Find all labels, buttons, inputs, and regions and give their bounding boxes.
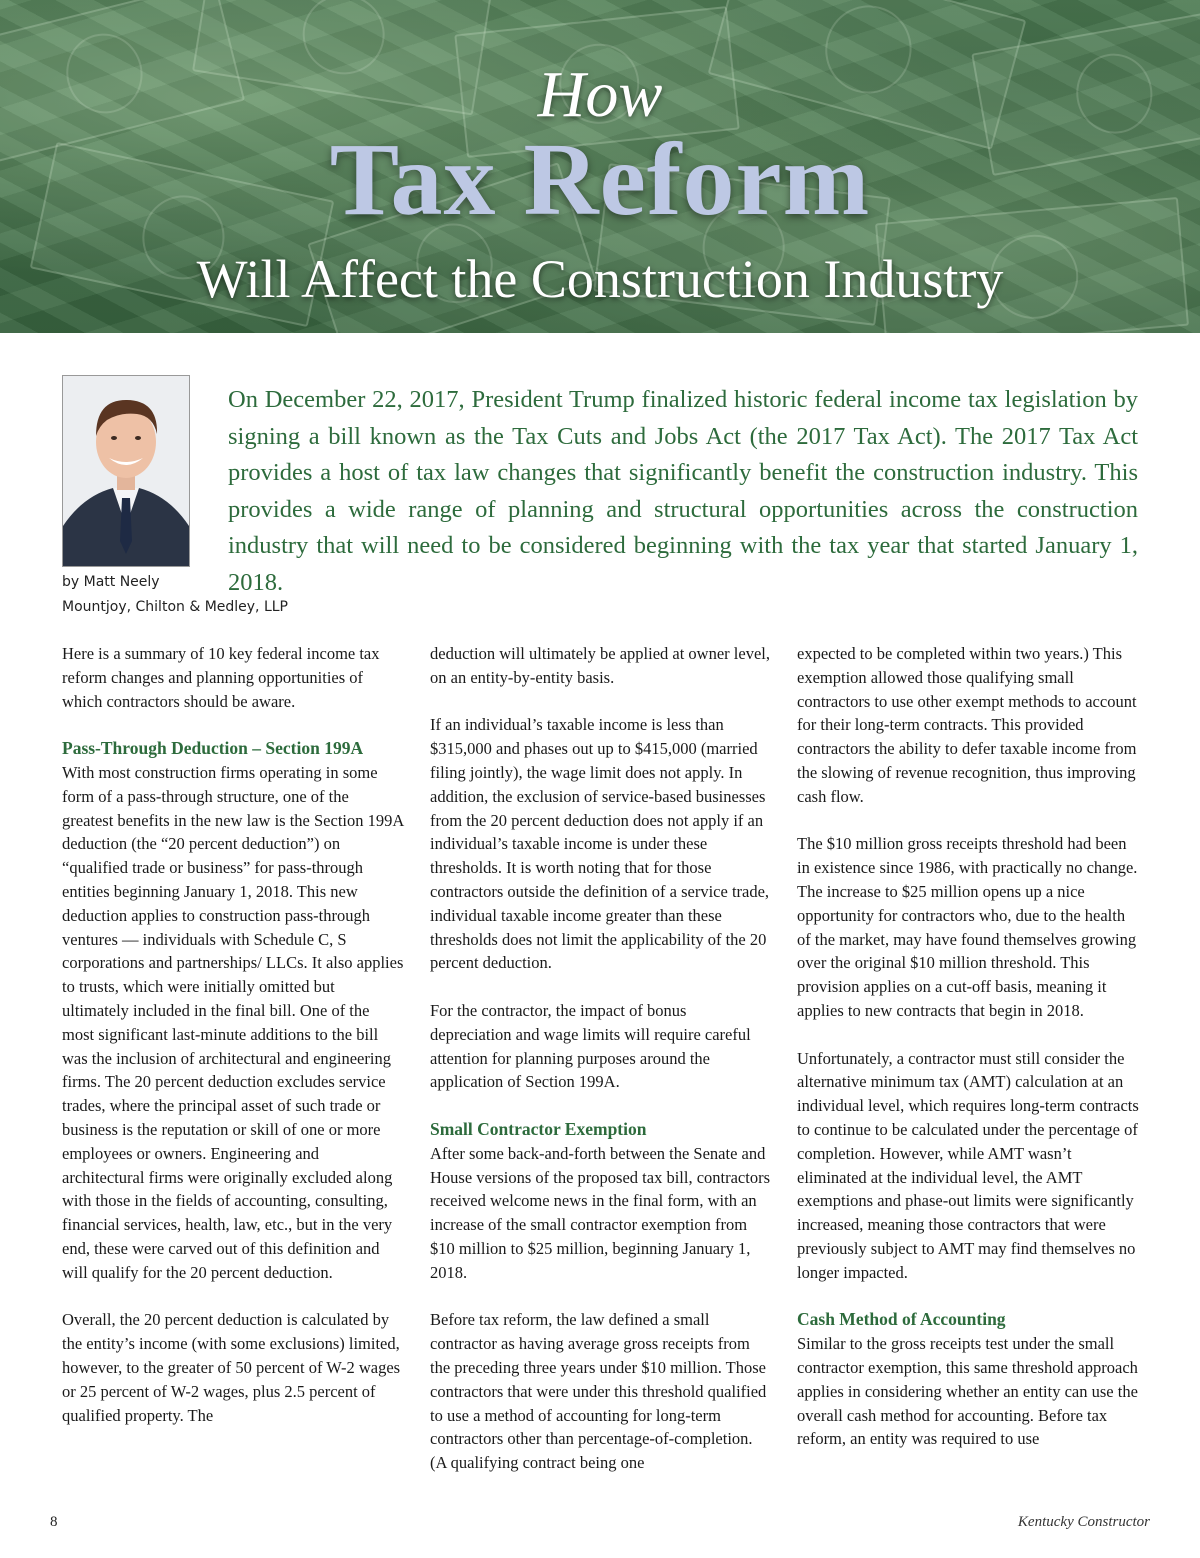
author-portrait-image [63, 376, 189, 566]
title-how: How [537, 58, 663, 131]
author-firm: Mountjoy, Chilton & Medley, LLP [62, 599, 289, 615]
section-heading: Cash Method of Accounting [797, 1309, 1006, 1330]
paragraph: deduction will ultimately be applied at owner level, on an entity-by-entity basis. [430, 644, 770, 687]
intro-paragraph: On December 22, 2017, President Trump finalized historic federal income tax legislation by signing a bill known as the Tax Cuts and Jobs Act (the 2017 Tax Act). The 2017 Tax Act provides a host of tax law changes that significantly benefit the construction industry. This provides a wide range of planning and structural opportunities across the construction industry that will need to be considered beginning with the tax year that started January 1, 2018. [228, 386, 1138, 596]
page-number: 8 [50, 1514, 58, 1530]
paragraph: With most construction firms operating in some form of a pass-through structure, one of the greatest benefits in the new law is the Section 199A deduction (the “20 percent deduction”) on “qualified trade or business” for pass-through entities beginning January 1, 2018. This new deduction applies to construction pass-through ventures — individuals with Schedule C, S corporations and partnerships/ LLCs. It also applies to trusts, which were initially omitted but ultimately included in the final bill. One of the most significant last-minute additions to the bill was the inclusion of architectural and engineering firms. The 20 percent deduction excludes service trades, where the principal asset of such trade or business is the reputation or skill of one or more employees or owners. Engineering and architectural firms were originally excluded along with those in the fields of accounting, consulting, financial services, health, law, etc., but in the very end, these were carved out of this definition and will qualify for the 20 percent deduction. [62, 762, 404, 1282]
title-main: Tax Reform [329, 122, 871, 237]
paragraph: For the contractor, the impact of bonus depreciation and wage limits will require careful attention for planning purposes around the application of Section 199A. [430, 1000, 751, 1092]
paragraph: expected to be completed within two years.) This exemption allowed those qualifying small contractors to use other exempt methods to account for their long-term contracts. This provided contractors the ability to defer taxable income from the slowing of revenue recognition, thus improving cash flow. [797, 644, 1137, 806]
title-subtitle: Will Affect the Construction Industry [196, 249, 1004, 309]
paragraph: After some back-and-forth between the Senate and House versions of the proposed tax bill, contractors received welcome news in the final form, with an increase of the small contractor exemption from $10 million to $25 million, beginning January 1, 2018. [430, 1143, 771, 1282]
column-1 [62, 642, 404, 1451]
column-2 [430, 642, 772, 1499]
section-heading: Pass-Through Deduction – Section 199A [62, 738, 364, 759]
author-name: by Matt Neely [62, 574, 160, 590]
author-photo [62, 375, 190, 567]
section-heading: Small Contractor Exemption [430, 1118, 647, 1139]
paragraph: If an individual’s taxable income is less than $315,000 and phases out up to $415,000 (married filing jointly), the wage limit does not apply. In addition, the exclusion of service-based businesses from the 20 percent deduction does not apply if an individual’s taxable income is under these thresholds. It is worth noting that for those contractors outside the definition of a service trade, individual taxable income greater than these thresholds does not limit the applicability of the 20 percent deduction. [430, 715, 770, 973]
paragraph: Similar to the gross receipts test under the small contractor exemption, this same threshold approach applies in considering whether an entity can use the overall cash method for accounting. Before tax reform, an entity was required to use [797, 1334, 1138, 1449]
header-banner [0, 0, 1200, 333]
paragraph: Before tax reform, the law defined a small contractor as having average gross receipts from the preceding three years under $10 million. Those contractors that were under this threshold qualified to use a method of accounting for long-term contractors other than percentage-of-completion. (A qualifying contract being one [430, 1310, 767, 1473]
paragraph: Unfortunately, a contractor must still consider the alternative minimum tax (AMT) calculation at an individual level, which requires long-term contracts to continue to be calculated under the percentage of completion. However, while AMT wasn’t eliminated at the individual level, the AMT exemptions and phase-out limits were significantly increased, meaning those contractors that were previously subject to AMT may find themselves no longer impacted. [797, 1048, 1139, 1282]
publication-name: Kentucky Constructor [1017, 1514, 1150, 1530]
paragraph: Here is a summary of 10 key federal income tax reform changes and planning opportunities of which contractors should be aware. [62, 644, 380, 711]
column-3 [797, 642, 1139, 1475]
paragraph: Overall, the 20 percent deduction is calculated by the entity’s income (with some exclusions) limited, however, to the greater of 50 percent of W-2 wages or 25 percent of W-2 wages, plus 2.5 percent of qualified property. The [62, 1310, 401, 1425]
paragraph: The $10 million gross receipts threshold had been in existence since 1986, with practically no change. The increase to $25 million opens up a nice opportunity for contractors who, due to the health of the market, may have found themselves growing over the original $10 million threshold. This provision applies on a cut-off basis, meaning it applies to new contracts that begin in 2018. [797, 834, 1138, 1020]
